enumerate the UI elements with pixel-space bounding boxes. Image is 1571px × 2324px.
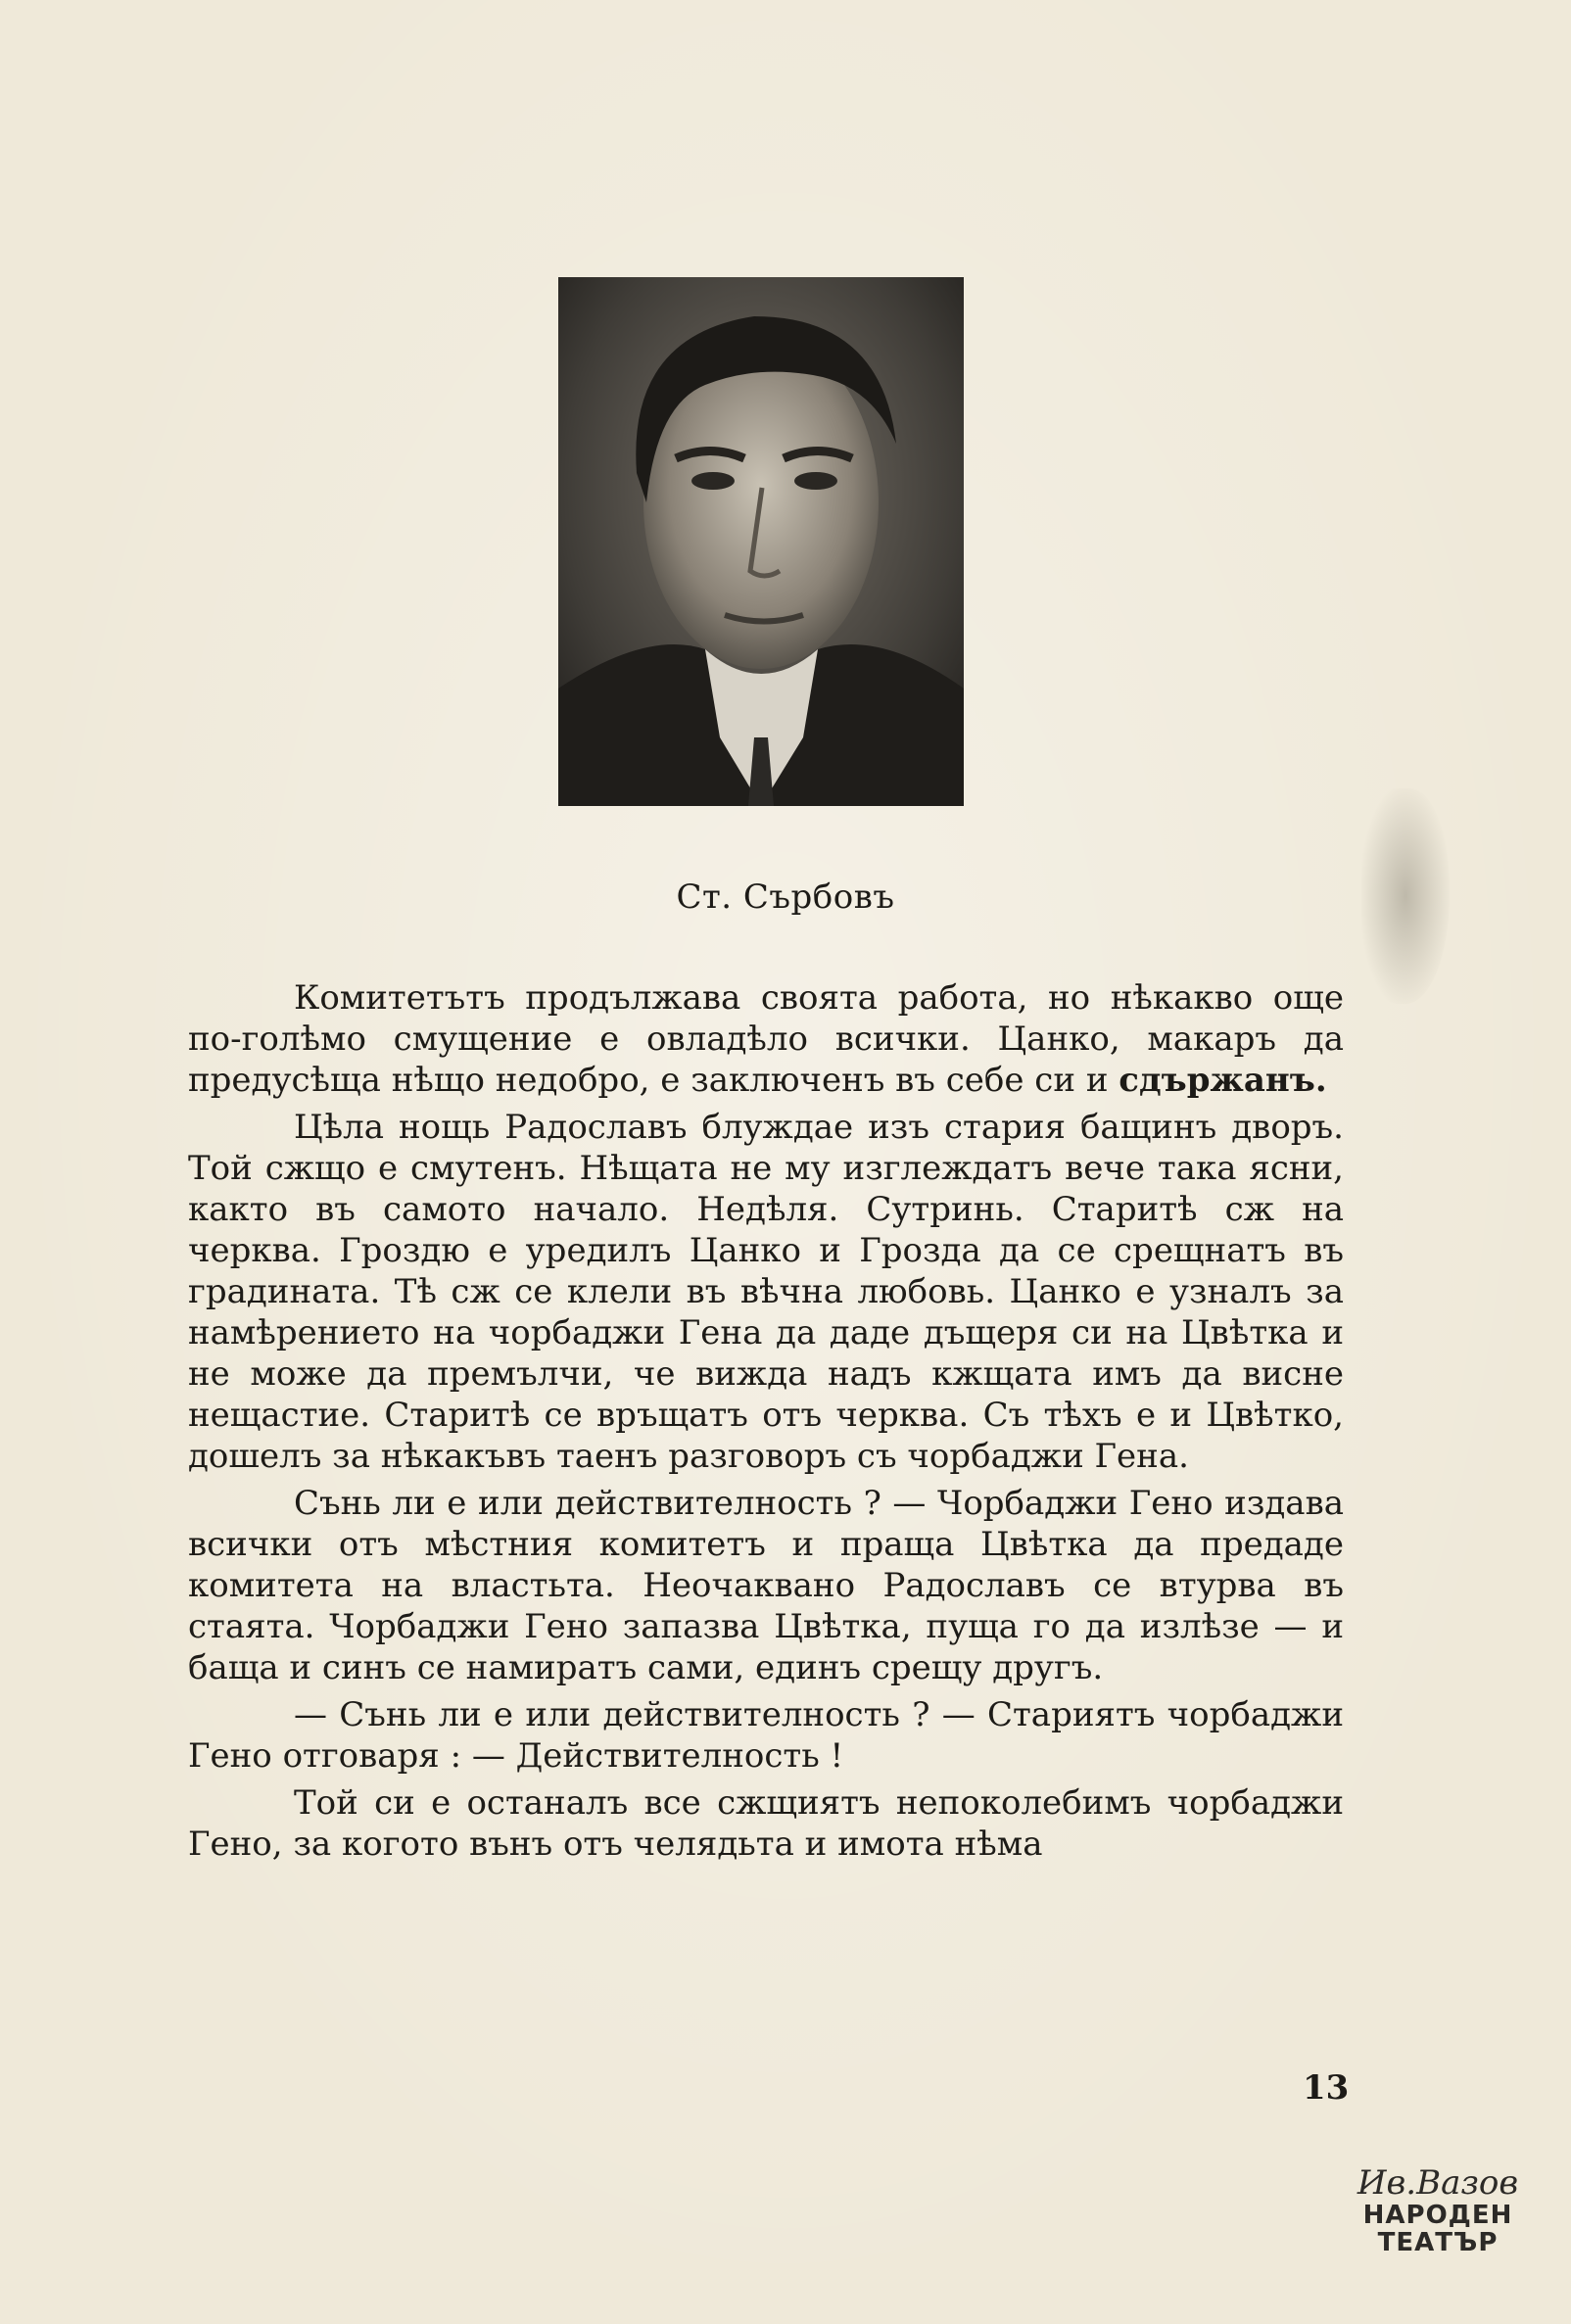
paragraph: Той си е останалъ все сжщиятъ непоколебимъ чорбаджи Гено, за когото вънъ отъ челядьта и имота нѣма xyxy=(188,1783,1344,1864)
logo-line-1: НАРОДЕН xyxy=(1362,2201,1513,2230)
paragraph: Цѣла нощь Радославъ блуждае изъ стария бащинъ дворъ. Той сжщо е смутенъ. Нѣщата не му изглеждатъ вече така ясни, както въ самото начало. Недѣля. Сутринь. Старитѣ сж на черква. Гроздю е уредилъ Цанко и Грозда да се срещнатъ въ градината. Тѣ сж се клели въ вѣчна любовь. Цанко е узналъ за намѣрението на чорбаджи Гена да даде дъщеря си на Цвѣтка и не може да премълчи, че вижда надъ кжщата имъ да висне нещастие. Старитѣ се връщатъ отъ черква. Съ тѣхъ е и Цвѣтко, дошелъ за нѣкакъвъ таенъ разговоръ съ чорбаджи Гена. xyxy=(188,1108,1344,1476)
paragraph-bold-text: сдържанъ. xyxy=(1119,1061,1327,1100)
paragraph xyxy=(188,977,1344,1101)
library-stamp-logo xyxy=(1350,2164,1526,2282)
page-number: 13 xyxy=(1303,2068,1350,2108)
paragraph: — Сънь ли е или действителность ? — Стариятъ чорбаджи Гено отговаря : — Действителность ! xyxy=(188,1695,1344,1776)
paragraph-text: Комитетътъ продължава своята работа, но нѣкакво още по-голѣмо смущение е овладѣло всички. Цанко, макаръ да предусѣща нѣщо недобро, е заключенъ въ себе си и xyxy=(188,978,1344,1100)
body-text xyxy=(188,977,1344,1871)
logo-line-2: ТЕАТЪР xyxy=(1377,2228,1499,2257)
photo-caption: Ст. Сърбовъ xyxy=(676,877,895,917)
paragraph: Сънь ли е или действителность ? — Чорбаджи Гено издава всички отъ мѣстния комитетъ и праща Цвѣтка да предаде комитета на властьта. Неочаквано Радославъ се втурва въ стаята. Чорбаджи Гено запазва Цвѣтка, пуща го да излѣзе — и баща и синъ се намиратъ сами, единъ срещу другъ. xyxy=(188,1484,1344,1687)
logo-script: Ив.Вазов xyxy=(1357,2163,1519,2203)
portrait-photo xyxy=(558,277,964,806)
